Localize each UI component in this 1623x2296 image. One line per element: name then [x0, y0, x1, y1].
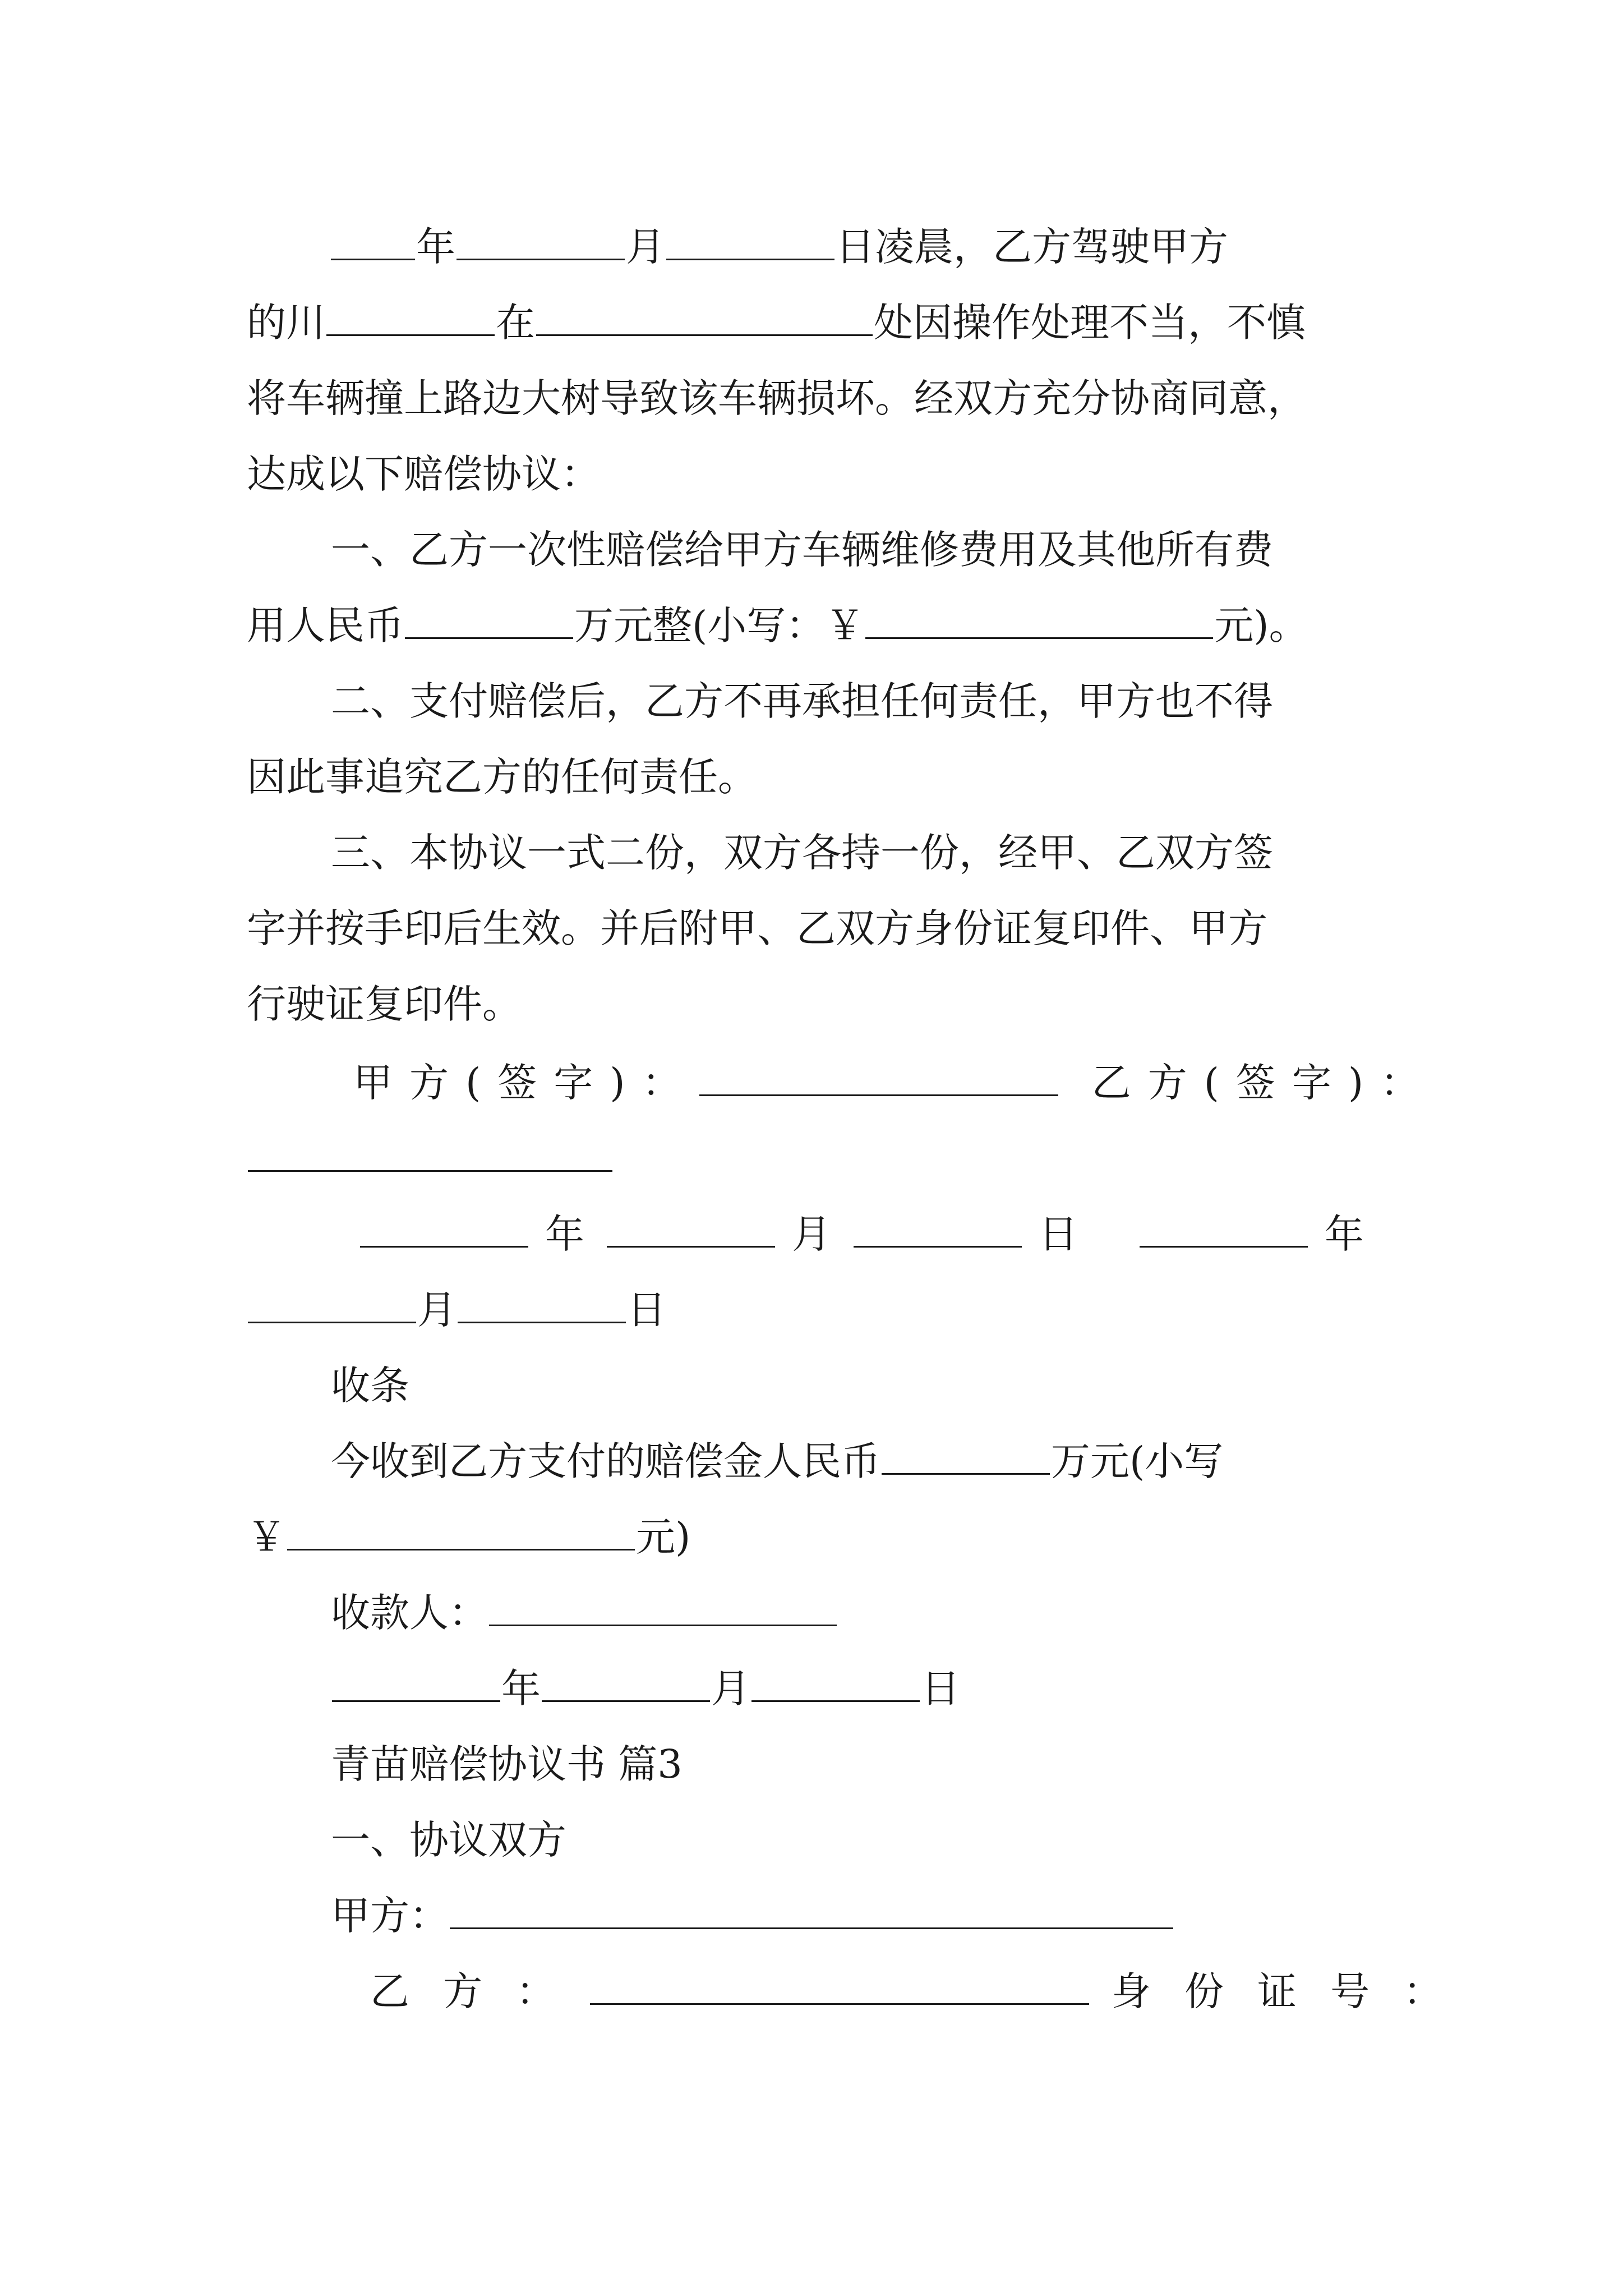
party-a-label: 甲方：	[331, 1893, 449, 1939]
text: 日	[921, 1665, 960, 1711]
party-b-signature-blank-line	[247, 1130, 614, 1186]
item3-line2: 字并按手印后生效。并后附甲、乙双方身份证复印件、甲方	[247, 905, 1267, 951]
text: 年	[545, 1211, 584, 1257]
plate-blank	[326, 295, 495, 336]
party-a-signature-label: 甲方(签字)：	[353, 1060, 698, 1106]
date-a-month-blank	[607, 1207, 775, 1248]
day-blank	[666, 219, 834, 260]
text: 元)。	[1214, 602, 1308, 648]
signature-date-line2	[247, 1282, 666, 1338]
receipt-title: 收条	[331, 1363, 409, 1409]
signature-line	[353, 1055, 1436, 1111]
payee-blank	[489, 1585, 837, 1626]
item3-line1: 三、本协议一式二份，双方各持一份，经甲、乙双方签	[331, 830, 1273, 876]
para1-line3: 将车辆撞上路边大树导致该车辆损坏。经双方充分协商同意，	[247, 375, 1307, 421]
text: 万元整(小写：￥	[574, 602, 865, 648]
party-a-blank	[450, 1888, 1173, 1929]
party-b-line	[370, 1963, 1476, 2019]
date-a-year-blank	[360, 1207, 528, 1248]
amount-words-blank	[405, 598, 573, 639]
year-blank	[331, 219, 415, 260]
text: 用人民币	[247, 602, 404, 648]
receipt-year-blank	[332, 1661, 500, 1702]
receipt-line1	[331, 1433, 1223, 1489]
text: ￥	[247, 1514, 286, 1560]
receipt-amount-words-blank	[882, 1434, 1050, 1475]
party-b-label: 乙方：	[370, 1968, 589, 2014]
parties-heading: 一、协议双方	[331, 1817, 566, 1863]
receipt-amount-figure-blank	[287, 1510, 635, 1550]
item2-line1: 二、支付赔偿后，乙方不再承担任何责任，甲方也不得	[331, 678, 1273, 724]
text: 日	[1039, 1211, 1078, 1257]
text: 月	[792, 1211, 831, 1257]
text: 年	[416, 224, 455, 270]
text: 日	[627, 1287, 666, 1333]
para1-line4: 达成以下赔偿协议：	[247, 451, 600, 497]
receipt-line2	[247, 1509, 690, 1565]
text: 万元(小写	[1051, 1438, 1224, 1484]
text: 年	[1325, 1211, 1364, 1257]
party-b-signature-blank	[248, 1131, 612, 1172]
amount-figure-blank	[865, 598, 1213, 639]
receipt-month-blank	[542, 1661, 710, 1702]
payee-label: 收款人：	[331, 1590, 488, 1636]
item1-line2	[247, 597, 1308, 654]
text: 的川	[247, 300, 325, 346]
text: 月	[417, 1287, 457, 1333]
para1-line1	[247, 219, 1228, 275]
signature-date-line	[359, 1206, 1364, 1262]
text: 在	[496, 300, 535, 346]
date-b-year-blank	[1140, 1207, 1308, 1248]
item3-line3: 行驶证复印件。	[247, 981, 522, 1027]
receipt-day-blank	[751, 1661, 920, 1702]
month-blank	[457, 219, 625, 260]
text: 月	[626, 224, 665, 270]
party-a-line	[331, 1888, 1174, 1944]
text: 年	[501, 1665, 541, 1711]
date-b-month-blank	[248, 1282, 416, 1323]
text: 元)	[636, 1514, 691, 1560]
text: 处因操作处理不当，不慎	[874, 300, 1306, 346]
id-label: 身份证号：	[1112, 1968, 1476, 2014]
payee-line	[331, 1585, 838, 1641]
date-b-day-blank	[458, 1282, 626, 1323]
item2-line2: 因此事追究乙方的任何责任。	[247, 754, 757, 800]
receipt-date-line	[331, 1660, 960, 1717]
party-b-signature-label: 乙方(签字)：	[1091, 1060, 1437, 1106]
party-b-blank	[590, 1964, 1089, 2005]
text: 今收到乙方支付的赔偿金人民币	[331, 1438, 880, 1484]
item1-line1: 一、乙方一次性赔偿给甲方车辆维修费用及其他所有费	[331, 527, 1273, 573]
party-a-signature-blank	[699, 1055, 1058, 1096]
text: 日凌晨，乙方驾驶甲方	[836, 224, 1228, 270]
para1-line2	[247, 295, 1306, 351]
text: 月	[711, 1665, 750, 1711]
section3-title: 青苗赔偿协议书 篇3	[331, 1741, 683, 1787]
date-a-day-blank	[854, 1207, 1022, 1248]
location-blank	[536, 295, 873, 336]
